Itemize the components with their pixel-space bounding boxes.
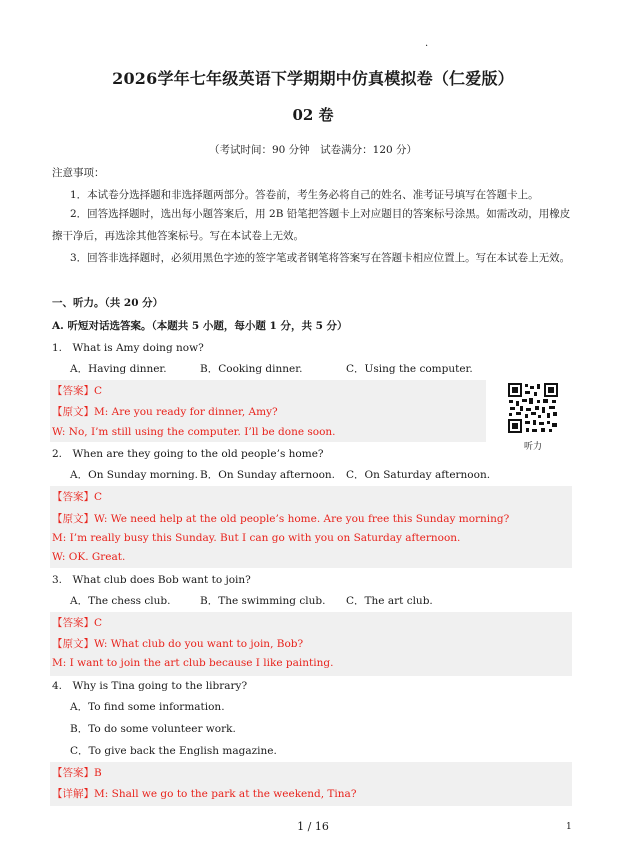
- script-tag: 【原文】: [52, 638, 94, 650]
- page-number: 1: [566, 822, 572, 832]
- header-dot: .: [425, 38, 429, 49]
- question-stem: 4. Why is Tina going to the library?: [52, 680, 248, 692]
- script-line: W: No, I’m still using the computer. I’ll be done soon.: [52, 426, 336, 438]
- option: C．To give back the English magazine.: [70, 745, 277, 757]
- option: C．The art club.: [346, 595, 433, 607]
- script-text: M: Shall we go to the park at the weekend, Tina?: [94, 788, 357, 800]
- page-title: 2026学年七年级英语下学期期中仿真模拟卷（仁爱版）: [112, 69, 514, 88]
- part-a-heading: A. 听短对话选答案。（本题共 5 小题，每小题 1 分，共 5 分）: [52, 320, 348, 332]
- script-text: W: What club do you want to join, Bob?: [94, 638, 304, 650]
- script-line: [52, 404, 278, 419]
- script-line: [52, 636, 303, 651]
- note-item-1: 1．本试卷分选择题和非选择题两部分。答卷前，考生务必将自己的姓名、准考证号填写在答题卡上。: [70, 189, 539, 201]
- answer: 【答案】C: [52, 491, 103, 503]
- answer: 【答案】C: [52, 617, 103, 629]
- script-line: M: I want to join the art club because I like painting.: [52, 657, 334, 669]
- script-line: W: OK. Great.: [52, 551, 126, 563]
- section-heading: 一、听力。（共 20 分）: [52, 297, 164, 309]
- question-stem: 1. What is Amy doing now?: [52, 342, 204, 354]
- answer-box: [50, 486, 572, 568]
- qr-code-icon: [507, 382, 559, 434]
- script-text: W: We need help at the old people’s home. Are you free this Sunday morning?: [94, 513, 510, 525]
- option: B．Cooking dinner.: [200, 363, 303, 375]
- answer: 【答案】C: [52, 385, 103, 397]
- qr-label: 听力: [523, 442, 542, 452]
- option: A．Having dinner.: [70, 363, 167, 375]
- option: B．To do some volunteer work.: [70, 723, 236, 735]
- option: B．On Sunday afternoon.: [200, 469, 335, 481]
- script-tag: 【详解】: [52, 788, 94, 800]
- note-item-2: 2．回答选择题时，选出每小题答案后，用 2B 铅笔把答题卡上对应题目的答案标号涂黑。如需改动，用橡皮擦干净后，再选涂其他答案标号。写在本试卷上无效。: [52, 208, 571, 242]
- script-line: [52, 786, 356, 801]
- answer: 【答案】B: [52, 767, 102, 779]
- option: C．Using the computer.: [346, 363, 473, 375]
- option: A．The chess club.: [70, 595, 171, 607]
- option: B．The swimming club.: [200, 595, 326, 607]
- question-stem: 2. When are they going to the old people’s home?: [52, 448, 324, 460]
- option: C．On Saturday afternoon.: [346, 469, 491, 481]
- note-item-3: 3．回答非选择题时，必须用黑色字迹的签字笔或者钢笔将答案写在答题卡相应位置上。写在本试卷上无效。: [70, 252, 571, 264]
- option: A．On Sunday morning.: [70, 469, 198, 481]
- option: A．To find some information.: [70, 701, 225, 713]
- script-tag: 【原文】: [52, 406, 94, 418]
- script-line: [52, 511, 509, 526]
- question-stem: 3. What club does Bob want to join?: [52, 574, 251, 586]
- script-text: M: Are you ready for dinner, Amy?: [94, 406, 278, 418]
- page-subtitle: 02 卷: [292, 106, 334, 124]
- page-footer: 1 / 16: [297, 820, 329, 833]
- exam-info: （考试时间：90 分钟 试卷满分：120 分）: [208, 144, 418, 156]
- script-tag: 【原文】: [52, 513, 94, 525]
- script-line: M: I’m really busy this Sunday. But I can go with you on Saturday afternoon.: [52, 532, 461, 544]
- notes-heading: 注意事项：: [52, 167, 105, 179]
